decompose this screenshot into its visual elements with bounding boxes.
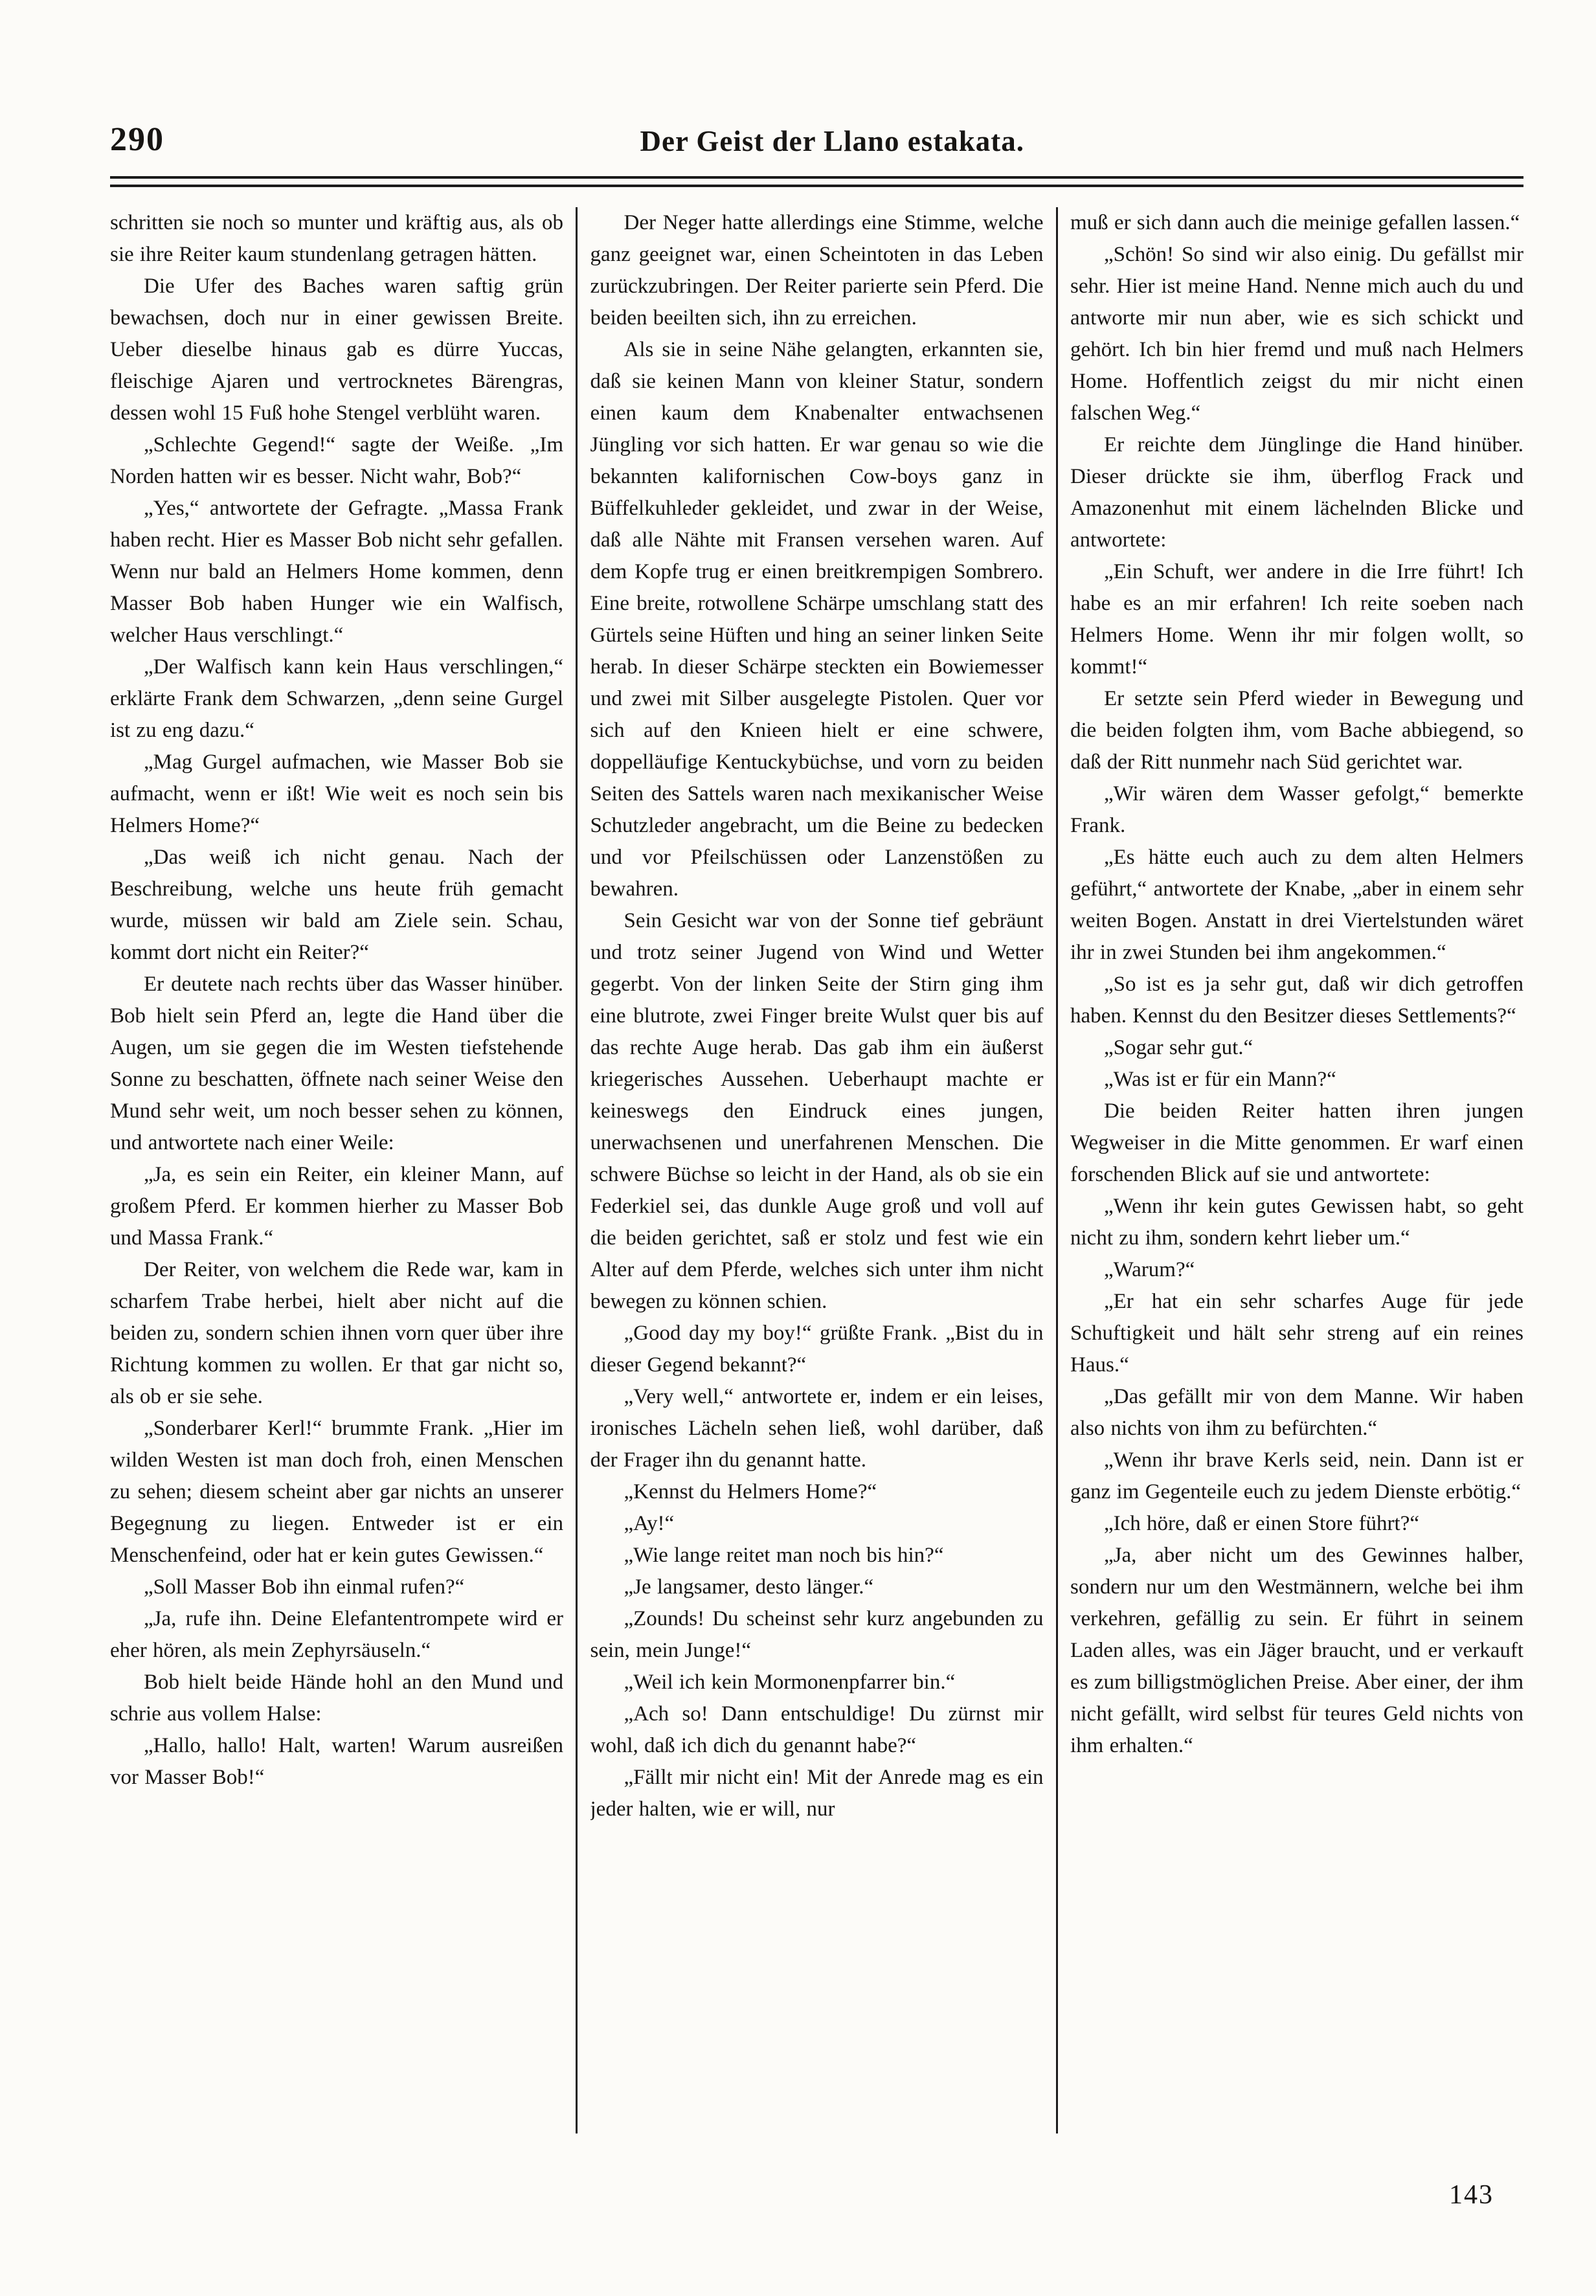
- paragraph: „Wie lange reitet man noch bis hin?“: [624, 1544, 944, 1567]
- paragraph: „Sonderbarer Kerl!“ brummte Frank. „Hier im wilden Westen ist man doch froh, einen Menschen zu sehen; diesem scheint aber gar nichts an unserer Begegnung zu liegen. Entweder ist er ein Menschenfeind, oder hat er kein gutes Gewissen.“: [110, 1417, 563, 1567]
- page-footer: [1449, 2179, 1494, 2211]
- paragraph: „Schön! So sind wir also einig. Du gefällst mir sehr. Hier ist meine Hand. Nenne mich auch du und antworte mir nun aber, wie es sich schickt und gehört. Ich bin hier fremd und muß nach Helmers Home. Hoffentlich zeigst du mir nicht einen falschen Weg.“: [1070, 243, 1523, 425]
- paragraph: Als sie in seine Nähe gelangten, erkannten sie, daß sie keinen Mann von kleiner Statur, sondern einen kaum dem Knabenalter entwachsenen Jüngling vor sich hatten. Er war genau so wie die bekannten kalifornischen Cow-boys ganz in Büffelkuhleder gekleidet, und zwar in der Weise, daß alle Nähte mit Fransen versehen waren. Auf dem Kopfe trug er einen breitkrempigen Sombrero. Eine breite, rotwollene Schärpe umschlang statt des Gürtels seine Hüften und hing an seiner linken Seite herab. In dieser Schärpe steckten ein Bowiemesser und zwei mit Silber ausgelegte Pistolen. Quer vor sich auf den Knieen hielt er eine schwere, doppelläufige Kentuckybüchse, und vorn zu beiden Seiten des Sattels waren nach mexikanischer Weise Schutzleder angebracht, um die Beine zu bedecken und vor Pfeilschüssen oder Lanzenstößen zu bewahren.: [590, 338, 1044, 901]
- paragraph: Die Ufer des Baches waren saftig grün bewachsen, doch nur in einer gewissen Breite. Ueber dieselbe hinaus gab es dürre Yuccas, fleischige Ajaren und vertrocknetes Bärengras, dessen wohl 15 Fuß hohe Stengel verblüht waren.: [110, 275, 563, 425]
- paragraph: „So ist es ja sehr gut, daß wir dich getroffen haben. Kennst du den Besitzer dieses Settlements?“: [1070, 973, 1523, 1028]
- paragraph: „Je langsamer, desto länger.“: [624, 1575, 874, 1599]
- text-column-1: [110, 207, 563, 2133]
- paragraph: „Very well,“ antwortete er, indem er ein leises, ironisches Lächeln sehen ließ, wohl darüber, daß der Frager ihn du genannt hatte.: [590, 1385, 1044, 1472]
- header-rule: [110, 176, 1523, 187]
- paragraph: „Schlechte Gegend!“ sagte der Weiße. „Im Norden hatten wir es besser. Nicht wahr, Bob?“: [110, 433, 563, 488]
- paragraph: „Das weiß ich nicht genau. Nach der Beschreibung, welche uns heute früh gemacht wurde, müssen wir bald am Ziele sein. Schau, kommt dort nicht ein Reiter?“: [110, 846, 563, 964]
- paragraph: „Soll Masser Bob ihn einmal rufen?“: [144, 1575, 465, 1599]
- paragraph: „Fällt mir nicht ein! Mit der Anrede mag es ein jeder halten, wie er will, nur: [590, 1766, 1044, 1821]
- page-title: Der Geist der Llano estakata.: [640, 125, 1025, 157]
- paragraph: „Good day my boy!“ grüßte Frank. „Bist du in dieser Gegend bekannt?“: [590, 1322, 1044, 1377]
- paragraph: „Sogar sehr gut.“: [1104, 1036, 1253, 1059]
- paragraph: „Kennst du Helmers Home?“: [624, 1480, 877, 1503]
- text-columns: [110, 207, 1523, 2133]
- paragraph: „Was ist er für ein Mann?“: [1104, 1068, 1336, 1091]
- page-header: [110, 120, 1523, 166]
- page-number-top: 290: [110, 121, 164, 158]
- text-column-3: [1070, 207, 1523, 2133]
- paragraph: „Ein Schuft, wer andere in die Irre führt! Ich habe es an mir erfahren! Ich reite soeben nach Helmers Home. Wenn ihr mir folgen wollt, so kommt!“: [1070, 560, 1523, 679]
- page-number-bottom: 143: [1449, 2180, 1494, 2210]
- paragraph: Sein Gesicht war von der Sonne tief gebräunt und trotz seiner Jugend von Wind und Wetter gegerbt. Von der linken Seite der Stirn ging ihm eine blutrote, zwei Finger breite Wulst quer bis auf das rechte Auge herab. Das gab ihm ein äußerst kriegerisches Aussehen. Ueberhaupt machte er keineswegs den Eindruck eines jungen, unerwachsenen und unerfahrenen Menschen. Die schwere Büchse so leicht in der Hand, als ob sie ein Federkiel sei, das dunkle Auge groß und voll auf die beiden gerichtet, saß er stolz und fest wie ein Alter auf dem Pferde, welches sich unter ihm nicht bewegen zu können schien.: [590, 909, 1044, 1313]
- paragraph: „Das gefällt mir von dem Manne. Wir haben also nichts von ihm zu befürchten.“: [1070, 1385, 1523, 1440]
- paragraph: Der Reiter, von welchem die Rede war, kam in scharfem Trabe herbei, hielt aber nicht auf die beiden zu, sondern schien ihnen vorn quer über ihre Richtung kommen zu wollen. Er that gar nicht so, als ob er sie sehe.: [110, 1258, 563, 1408]
- paragraph: Er setzte sein Pferd wieder in Bewegung und die beiden folgten ihm, vom Bache abbiegend, so daß der Ritt nunmehr nach Süd gerichtet war.: [1070, 687, 1523, 774]
- paragraph: „Weil ich kein Mormonenpfarrer bin.“: [624, 1671, 956, 1694]
- column-divider: [576, 207, 578, 2133]
- paragraph: „Er hat ein sehr scharfes Auge für jede Schuftigkeit und hält sehr streng auf ein reines Haus.“: [1070, 1290, 1523, 1377]
- text-column-2: [590, 207, 1044, 2133]
- paragraph: Er deutete nach rechts über das Wasser hinüber. Bob hielt sein Pferd an, legte die Hand über die Augen, um sie gegen die im Westen tiefstehende Sonne zu beschatten, öffnete nach seiner Weise den Mund sehr weit, um noch besser sehen zu können, und antwortete nach einer Weile:: [110, 973, 563, 1154]
- column-divider: [1056, 207, 1058, 2133]
- paragraph: „Yes,“ antwortete der Gefragte. „Massa Frank haben recht. Hier es Masser Bob nicht sehr gefallen. Wenn nur bald an Helmers Home kommen, denn Masser Bob haben Hunger wie ein Walfisch, welcher Haus verschlingt.“: [110, 497, 563, 647]
- paragraph: schritten sie noch so munter und kräftig aus, als ob sie ihre Reiter kaum stundenlang getragen hätten.: [110, 211, 563, 266]
- paragraph: „Wenn ihr brave Kerls seid, nein. Dann ist er ganz im Gegenteile euch zu jedem Dienste erbötig.“: [1070, 1448, 1523, 1503]
- paragraph: Der Neger hatte allerdings eine Stimme, welche ganz geeignet war, einen Scheintoten in das Leben zurückzubringen. Der Reiter parierte sein Pferd. Die beiden beeilten sich, ihn zu erreichen.: [590, 211, 1044, 330]
- paragraph: „Hallo, hallo! Halt, warten! Warum ausreißen vor Masser Bob!“: [110, 1734, 563, 1789]
- paragraph: „Ja, es sein ein Reiter, ein kleiner Mann, auf großem Pferd. Er kommen hierher zu Masser Bob und Massa Frank.“: [110, 1163, 563, 1250]
- paragraph: „Zounds! Du scheinst sehr kurz angebunden zu sein, mein Junge!“: [590, 1607, 1044, 1662]
- paragraph: muß er sich dann auch die meinige gefallen lassen.“: [1070, 211, 1520, 234]
- paragraph: „Der Walfisch kann kein Haus verschlingen,“ erklärte Frank dem Schwarzen, „denn seine Gurgel ist zu eng dazu.“: [110, 655, 563, 742]
- paragraph: „Ich höre, daß er einen Store führt?“: [1104, 1512, 1420, 1535]
- paragraph: „Ja, rufe ihn. Deine Elefantentrompete wird er eher hören, als mein Zephyrsäuseln.“: [110, 1607, 563, 1662]
- paragraph: Bob hielt beide Hände hohl an den Mund und schrie aus vollem Halse:: [110, 1671, 563, 1726]
- paragraph: „Es hätte euch auch zu dem alten Helmers geführt,“ antwortete der Knabe, „aber in einem sehr weiten Bogen. Anstatt in drei Viertelstunden wäret ihr in zwei Stunden bei ihm angekommen.“: [1070, 846, 1523, 964]
- paragraph: „Warum?“: [1104, 1258, 1195, 1281]
- paragraph: „Wir wären dem Wasser gefolgt,“ bemerkte Frank.: [1070, 782, 1523, 837]
- paragraph: Er reichte dem Jünglinge die Hand hinüber. Dieser drückte sie ihm, überflog Frack und Amazonenhut mit einem lächelnden Blicke und antwortete:: [1070, 433, 1523, 552]
- paragraph: „Mag Gurgel aufmachen, wie Masser Bob sie aufmacht, wenn er ißt! Wie weit es noch sein bis Helmers Home?“: [110, 750, 563, 837]
- paragraph: „Wenn ihr kein gutes Gewissen habt, so geht nicht zu ihm, sondern kehrt lieber um.“: [1070, 1195, 1523, 1250]
- paragraph: „Ay!“: [624, 1512, 675, 1535]
- paragraph: „Ja, aber nicht um des Gewinnes halber, sondern nur um den Westmännern, welche bei ihm verkehren, gefällig zu sein. Er führt in seinem Laden alles, was ein Jäger braucht, und er verkauft es zum billigstmöglichen Preise. Aber einer, der ihm nicht gefällt, wird selbst für teures Geld nichts von ihm erhalten.“: [1070, 1544, 1523, 1757]
- paragraph: „Ach so! Dann entschuldige! Du zürnst mir wohl, daß ich dich du genannt habe?“: [590, 1702, 1044, 1757]
- paragraph: Die beiden Reiter hatten ihren jungen Wegweiser in die Mitte genommen. Er warf einen forschenden Blick auf sie und antwortete:: [1070, 1099, 1523, 1186]
